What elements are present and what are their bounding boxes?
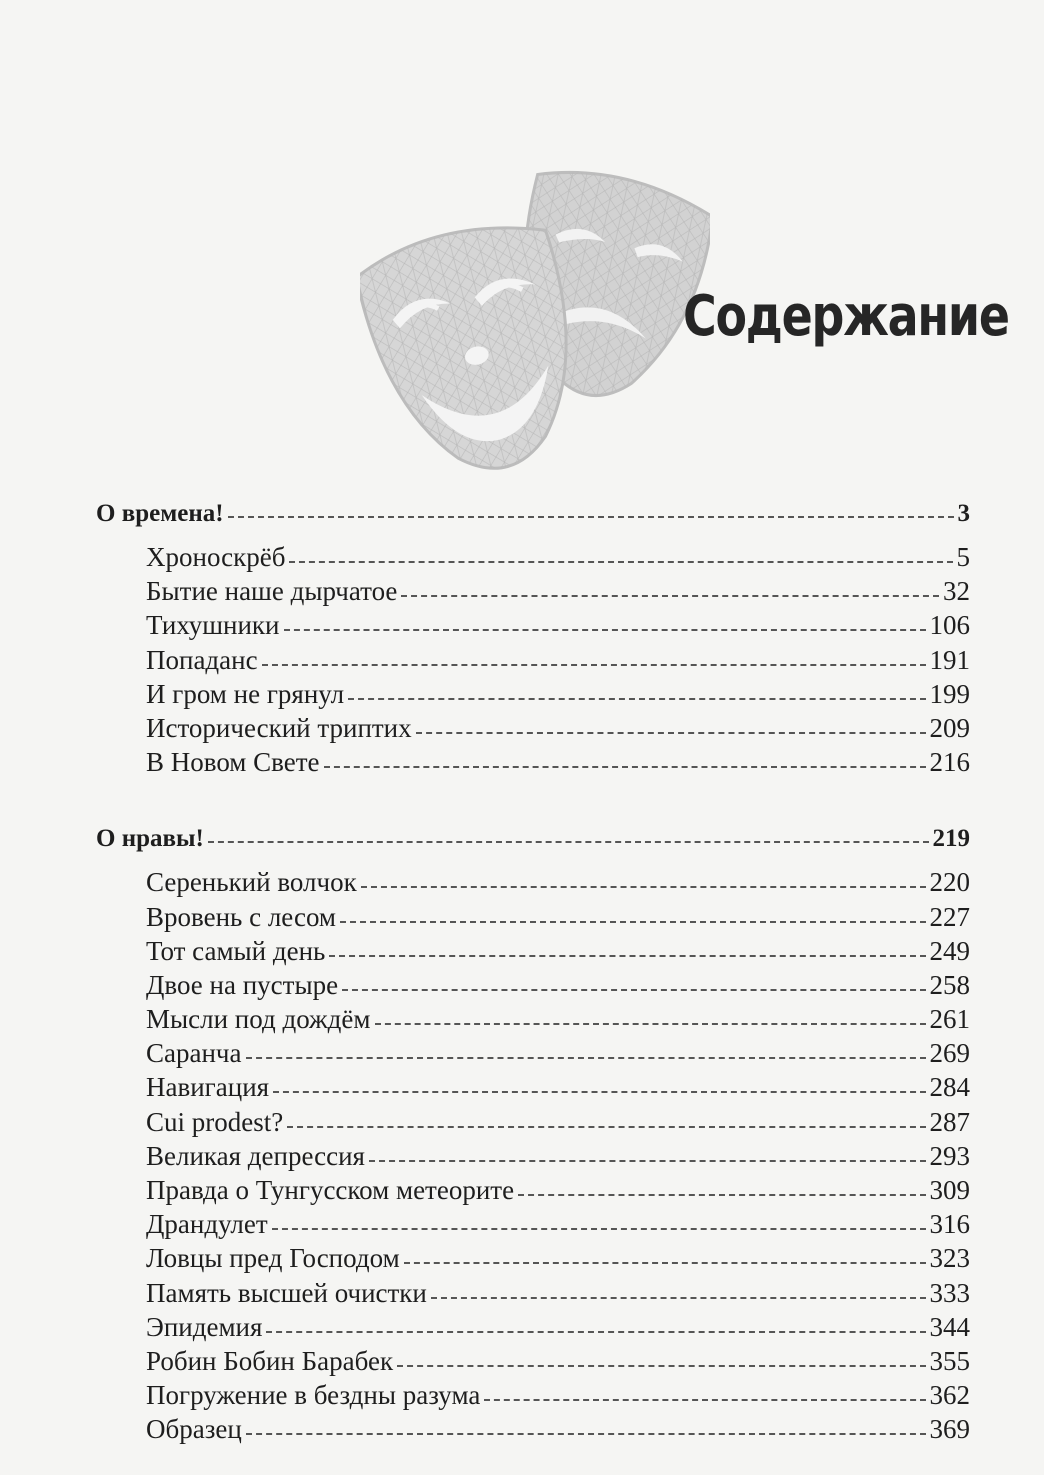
toc-page-number: 106 [929,610,970,641]
toc-page-number: 344 [929,1311,970,1342]
toc-item-title: Вровень с лесом [146,901,337,932]
dotted-leader [369,1160,926,1162]
toc-section-title: О времена! [96,500,224,527]
dotted-leader [401,595,939,597]
table-of-contents [96,500,970,1449]
dotted-leader [484,1399,925,1401]
toc-item-title: Тихушники [146,610,280,641]
dotted-leader [375,1023,926,1025]
dotted-leader [246,1057,926,1059]
toc-page-number: 369 [929,1414,970,1445]
dotted-leader [518,1194,925,1196]
toc-page-number: 287 [929,1106,970,1137]
dotted-leader [273,1091,925,1093]
dotted-leader [208,841,929,843]
toc-item-title: Попаданс [146,644,258,675]
toc-page-number: 216 [929,747,970,778]
toc-section-row[interactable] [96,825,970,863]
toc-page-number: 362 [929,1380,970,1411]
toc-item-title: Робин Бобин Барабек [146,1345,394,1376]
toc-item-title: Тот самый день [146,935,326,966]
toc-item-title: Серенький волчок [146,867,357,898]
toc-section-row[interactable] [96,500,970,538]
toc-page-number: 333 [929,1277,970,1308]
toc-page-number: 323 [929,1243,970,1274]
toc-page-number: 227 [929,901,970,932]
dotted-leader [272,1228,926,1230]
toc-item-title: Cui prodest? [146,1106,284,1137]
toc-item-title: Память высшей очистки [146,1277,427,1308]
dotted-leader [416,732,926,734]
toc-item-title: Великая депрессия [146,1140,365,1171]
toc-section-title: О нравы! [96,825,204,853]
toc-item-row[interactable] [96,713,970,747]
toc-page-number: 293 [929,1140,970,1171]
dotted-leader [329,955,925,957]
dotted-leader [431,1297,926,1299]
toc-item-row[interactable] [96,936,970,970]
toc-item-row[interactable] [96,970,970,1004]
toc-page-number: 209 [929,712,970,743]
toc-item-row[interactable] [96,1380,970,1414]
dotted-leader [284,629,926,631]
dotted-leader [348,698,925,700]
dotted-leader [228,516,954,518]
dotted-leader [287,1126,925,1128]
toc-page-number: 309 [929,1175,970,1205]
toc-item-row[interactable] [96,1312,970,1346]
toc-item-row[interactable] [96,1175,970,1209]
toc-item-row[interactable] [96,576,970,610]
toc-item-title: Хроноскрёб [146,542,286,572]
toc-page-number: 316 [929,1209,970,1240]
toc-item-row[interactable] [96,1346,970,1380]
toc-item-row[interactable] [96,1278,970,1312]
theatre-masks-icon [360,150,710,490]
toc-page-number: 191 [929,644,970,675]
toc-page-number: 258 [929,969,970,1000]
toc-item-title: Правда о Тунгусском метеорите [146,1175,515,1205]
toc-item-title: Двое на пустыре [146,969,339,1000]
toc-item-title: В Новом Свете [146,747,320,778]
dotted-leader [289,561,952,563]
toc-item-title: Бытие наше дырчатое [146,576,398,607]
dotted-leader [404,1262,926,1264]
toc-page-number: 249 [929,935,970,966]
dotted-leader [324,766,926,768]
toc-page-number: 284 [929,1072,970,1103]
toc-item-title: Саранча [146,1038,242,1069]
toc-page-number: 3 [957,500,970,527]
toc-item-row[interactable] [96,1209,970,1243]
toc-item-row[interactable] [96,1072,970,1106]
toc-page-number: 199 [929,678,970,709]
toc-page-number: 220 [929,867,970,898]
dotted-leader [342,989,925,991]
toc-item-title: Мысли под дождём [146,1004,371,1035]
toc-item-row[interactable] [96,679,970,713]
toc-item-title: Образец [146,1414,242,1445]
toc-page-number: 355 [929,1345,970,1376]
toc-item-row[interactable] [96,542,970,576]
toc-item-row[interactable] [96,1004,970,1038]
toc-item-row[interactable] [96,1141,970,1175]
page-title: Содержание [683,284,1009,349]
toc-item-title: Ловцы пред Господом [146,1243,400,1274]
dotted-leader [262,664,926,666]
toc-page-number: 269 [929,1038,970,1069]
toc-item-row[interactable] [96,610,970,644]
toc-item-title: Погружение в бездны разума [146,1380,481,1411]
dotted-leader [246,1433,926,1435]
toc-item-row[interactable] [96,1414,970,1448]
toc-page-number: 261 [929,1004,970,1035]
toc-page-number: 32 [943,576,970,607]
toc-item-title: Драндулет [146,1209,268,1240]
toc-page-number: 219 [932,825,970,853]
dotted-leader [397,1365,925,1367]
dotted-leader [361,886,926,888]
toc-item-row[interactable] [96,1107,970,1141]
toc-item-title: Навигация [146,1072,270,1103]
toc-item-title: И гром не грянул [146,678,345,709]
toc-item-row[interactable] [96,867,970,901]
toc-item-title: Эпидемия [146,1311,263,1342]
toc-item-row[interactable] [96,645,970,679]
toc-item-row[interactable] [96,747,970,781]
toc-item-title: Исторический триптих [146,712,412,743]
dotted-leader [266,1331,925,1333]
dotted-leader [340,921,925,923]
toc-page-number: 5 [956,542,970,572]
toc-item-row[interactable] [96,902,970,936]
toc-item-row[interactable] [96,1243,970,1277]
toc-item-row[interactable] [96,1038,970,1072]
